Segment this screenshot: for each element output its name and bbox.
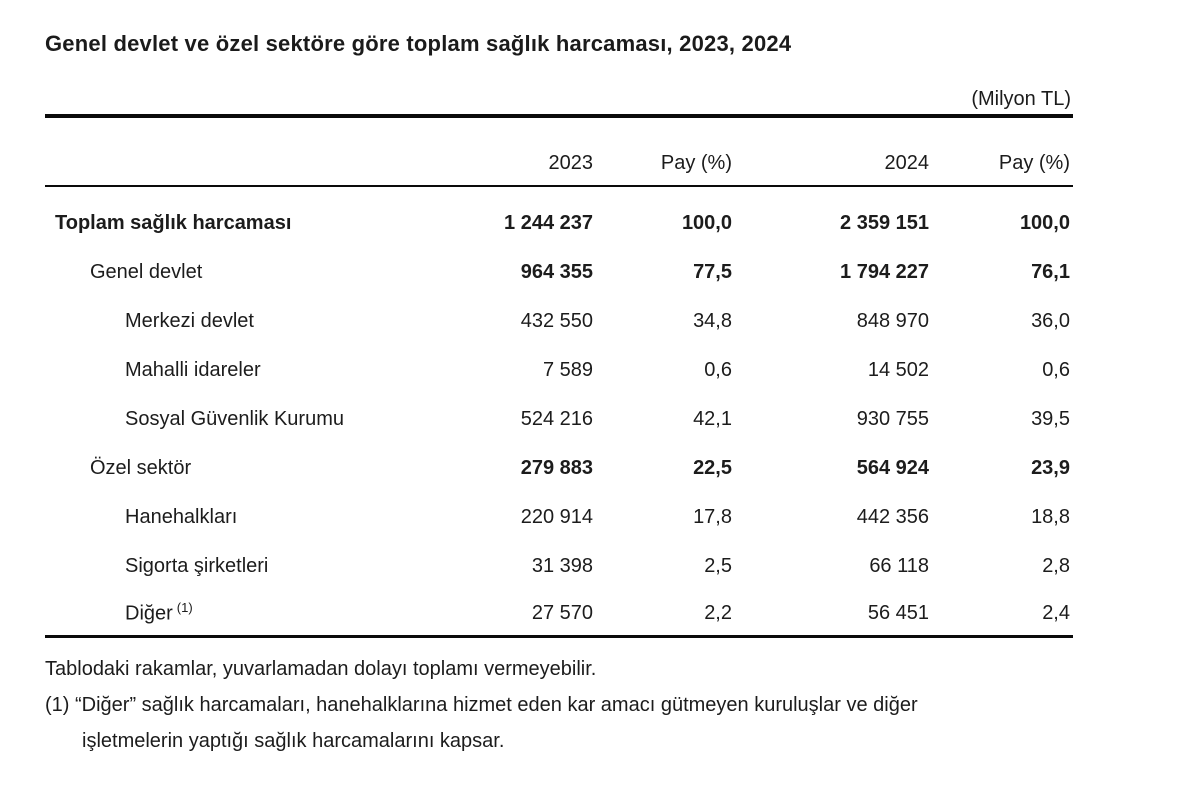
share-2023: 17,8 xyxy=(693,506,732,528)
row-label xyxy=(45,310,418,333)
share-2024: 76,1 xyxy=(1031,261,1070,283)
value-2023: 7 589 xyxy=(542,359,593,381)
value-2024: 1 794 227 xyxy=(840,261,929,283)
table-section xyxy=(45,0,1073,759)
share-2023: 34,8 xyxy=(693,310,732,332)
row-label-text: Mahalli idareler xyxy=(125,359,261,381)
row-label xyxy=(45,555,418,578)
table-row xyxy=(45,248,1073,297)
row-label-text: Sosyal Güvenlik Kurumu xyxy=(125,408,344,430)
row-label-text: Hanehalkları xyxy=(125,506,238,528)
health-expenditure-table xyxy=(45,118,1073,638)
value-2023: 279 883 xyxy=(520,457,593,479)
value-2024: 66 118 xyxy=(869,555,929,577)
share-2024: 100,0 xyxy=(1019,212,1070,234)
table-body xyxy=(45,187,1073,638)
row-label xyxy=(45,408,418,431)
value-2024: 848 970 xyxy=(856,310,929,332)
footnote-marker: (1) xyxy=(176,600,193,616)
value-2023: 31 398 xyxy=(531,555,593,577)
share-2023: 100,0 xyxy=(681,212,732,234)
row-label-text: Genel devlet xyxy=(90,261,203,283)
row-label xyxy=(45,261,418,284)
value-2023: 27 570 xyxy=(531,601,593,624)
table-row xyxy=(45,395,1073,444)
share-2023: 2,5 xyxy=(704,555,732,577)
value-2024: 564 924 xyxy=(856,457,929,479)
table-row xyxy=(45,591,1073,635)
row-label-text: Özel sektör xyxy=(90,457,192,479)
header-year-2023: 2023 xyxy=(548,152,593,174)
header-share-2024: Pay (%) xyxy=(998,152,1070,174)
share-2024: 36,0 xyxy=(1031,310,1070,332)
value-2023: 432 550 xyxy=(520,310,593,332)
table-row xyxy=(45,346,1073,395)
value-2023: 964 355 xyxy=(520,261,593,283)
row-label-text: Merkezi devlet xyxy=(125,310,254,332)
row-label-text: Toplam sağlık harcaması xyxy=(55,212,292,234)
table-row xyxy=(45,542,1073,591)
table-row xyxy=(45,493,1073,542)
footnote-other-line1: (1) “Diğer” sağlık harcamaları, hanehalklarına hizmet eden kar amacı gütmeyen kuruluşlar ve diğer xyxy=(45,694,918,716)
share-2023: 77,5 xyxy=(693,261,732,283)
footnotes xyxy=(45,651,1073,759)
value-2023: 220 914 xyxy=(520,506,593,528)
header-share-2023: Pay (%) xyxy=(660,152,732,174)
share-2024: 18,8 xyxy=(1031,506,1070,528)
value-2024: 930 755 xyxy=(856,408,929,430)
unit-note: (Milyon TL) xyxy=(971,88,1071,110)
table-header-row xyxy=(45,118,1073,187)
share-2024: 0,6 xyxy=(1042,359,1070,381)
share-2024: 23,9 xyxy=(1031,457,1070,479)
value-2023: 1 244 237 xyxy=(504,212,593,234)
row-label xyxy=(45,457,418,480)
share-2023: 2,2 xyxy=(704,601,732,624)
share-2024: 2,4 xyxy=(1042,601,1070,624)
row-label xyxy=(45,600,418,626)
page-title: Genel devlet ve özel sektöre göre toplam sağlık harcaması, 2023, 2024 xyxy=(45,31,792,56)
row-label xyxy=(45,212,418,235)
share-2024: 39,5 xyxy=(1031,408,1070,430)
value-2023: 524 216 xyxy=(520,408,593,430)
row-label xyxy=(45,359,418,382)
value-2024: 56 451 xyxy=(867,601,929,624)
value-2024: 442 356 xyxy=(856,506,929,528)
share-2023: 42,1 xyxy=(693,408,732,430)
row-label xyxy=(45,506,418,529)
table-row xyxy=(45,199,1073,248)
share-2023: 22,5 xyxy=(693,457,732,479)
unit-note-row xyxy=(45,87,1073,118)
footnote-rounding: Tablodaki rakamlar, yuvarlamadan dolayı toplamı vermeyebilir. xyxy=(45,658,597,680)
value-2024: 14 502 xyxy=(867,359,929,381)
share-2024: 2,8 xyxy=(1042,555,1070,577)
table-row xyxy=(45,297,1073,346)
share-2023: 0,6 xyxy=(704,359,732,381)
value-2024: 2 359 151 xyxy=(840,212,929,234)
row-label-text: Diğer xyxy=(125,602,173,625)
footnote-other-line2: işletmelerin yaptığı sağlık harcamalarını kapsar. xyxy=(82,730,505,752)
header-year-2024: 2024 xyxy=(884,152,929,174)
row-label-text: Sigorta şirketleri xyxy=(125,555,269,577)
table-row xyxy=(45,444,1073,493)
